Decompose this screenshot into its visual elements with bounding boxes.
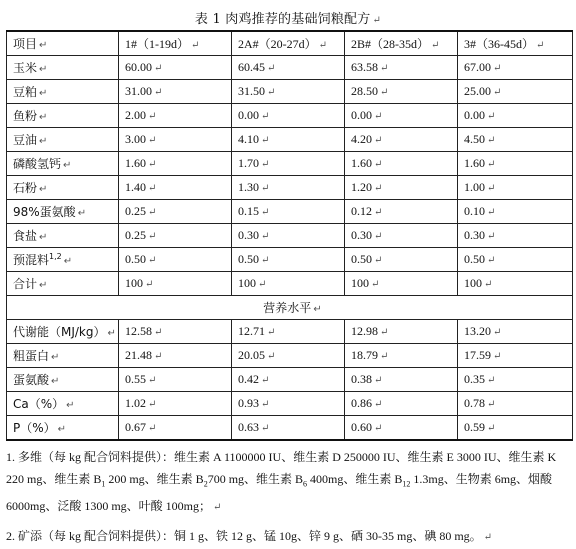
table-cell: [232, 416, 345, 441]
cell-end-mark-icon: ↵: [261, 423, 270, 434]
note-1-subscript: 1: [101, 479, 106, 489]
cell-end-mark-icon: ↵: [374, 111, 383, 122]
table-cell: [119, 56, 232, 80]
note-1-text: 700 mg、维生素 B: [207, 472, 304, 486]
row-label-text: 玉米: [13, 61, 38, 75]
table-cell: [119, 200, 232, 224]
row-label-text: 食盐: [13, 229, 38, 243]
cell-end-mark-icon: ↵: [313, 304, 322, 315]
table-cell-text: 0.10: [464, 204, 485, 218]
column-header-text: 3#（36-45d）: [464, 37, 534, 51]
cell-end-mark-icon: ↵: [77, 208, 87, 219]
cell-end-mark-icon: ↵: [380, 351, 389, 362]
cell-end-mark-icon: ↵: [261, 255, 270, 266]
note-1-text: 220 mg、维生素 B: [6, 472, 102, 486]
cell-end-mark-icon: ↵: [148, 399, 157, 410]
row-label: [7, 248, 119, 272]
table-cell-text: 4.20: [351, 132, 372, 146]
nutrient-row: [7, 368, 573, 392]
note-2-text: 2. 矿添（每 kg 配合饲料提供）：铜 1 g、铁 12 g、锰 10g、锌 9 g、硒 30-35 mg、碘 80 mg。: [6, 529, 482, 544]
table-cell-text: 67.00: [464, 60, 491, 74]
row-label: [7, 152, 119, 176]
cell-end-mark-icon: ↵: [487, 207, 496, 218]
nutrient-row: [7, 416, 573, 441]
table-cell: [345, 80, 458, 104]
table-cell: [458, 128, 573, 152]
table-cell-text: 0.78: [464, 396, 485, 410]
table-notes: [6, 446, 572, 549]
paragraph-mark-icon: ↵: [372, 15, 382, 26]
cell-end-mark-icon: ↵: [66, 400, 75, 411]
row-label-text: P（%）: [13, 421, 56, 435]
cell-end-mark-icon: ↵: [374, 207, 383, 218]
table-cell: [458, 56, 573, 80]
nutrient-row: [7, 344, 573, 368]
cell-end-mark-icon: ↵: [261, 399, 270, 410]
table-cell-text: 100: [464, 276, 482, 290]
table-cell: [232, 320, 345, 344]
cell-end-mark-icon: ↵: [487, 183, 496, 194]
cell-end-mark-icon: ↵: [258, 279, 267, 290]
row-label-text: 豆粕: [13, 85, 38, 99]
table-row: [7, 176, 573, 200]
table-cell: [232, 368, 345, 392]
note-1-subscript: 2: [203, 479, 208, 489]
table-cell-text: 17.59: [464, 348, 491, 362]
cell-end-mark-icon: ↵: [39, 64, 48, 75]
table-cell-text: 0.00: [238, 108, 259, 122]
table-cell: [345, 320, 458, 344]
cell-end-mark-icon: ↵: [148, 231, 157, 242]
column-header-text: 2B#（28-35d）: [351, 37, 430, 51]
row-label: [7, 104, 119, 128]
row-label: [7, 56, 119, 80]
note-1-line-1: 1. 多维（每 kg 配合饲料提供）：维生素 A 1100000 IU、维生素 D 250000 IU、维生素 E 3000 IU、维生素 K: [6, 450, 557, 464]
table-cell: [119, 320, 232, 344]
table-cell: [458, 176, 573, 200]
column-header: [119, 31, 232, 56]
table-row: [7, 272, 573, 296]
table-cell-text: 0.67: [125, 420, 146, 434]
paragraph-mark-icon: ↵: [483, 532, 493, 544]
table-cell: [458, 272, 573, 296]
table-row: [7, 248, 573, 272]
cell-end-mark-icon: ↵: [154, 63, 163, 74]
cell-end-mark-icon: ↵: [431, 40, 440, 51]
table-cell: [458, 368, 573, 392]
section-label-text: 营养水平: [263, 301, 312, 315]
cell-end-mark-icon: ↵: [148, 183, 157, 194]
table-cell: [232, 392, 345, 416]
cell-end-mark-icon: ↵: [487, 231, 496, 242]
table-row: [7, 128, 573, 152]
table-cell-text: 2.00: [125, 108, 146, 122]
cell-end-mark-icon: ↵: [191, 40, 200, 51]
table-cell-text: 0.38: [351, 372, 372, 386]
cell-end-mark-icon: ↵: [487, 399, 496, 410]
row-label-text: 蛋氨酸: [13, 373, 50, 387]
table-cell-text: 12.71: [238, 324, 265, 338]
table-cell-text: 0.50: [464, 252, 485, 266]
note-1-subscript: 6: [303, 479, 308, 489]
table-cell: [345, 104, 458, 128]
cell-end-mark-icon: ↵: [267, 351, 276, 362]
cell-end-mark-icon: ↵: [493, 351, 502, 362]
table-cell: [458, 224, 573, 248]
note-1: [6, 446, 572, 519]
table-cell: [345, 176, 458, 200]
note-1-subscript: 12: [402, 479, 411, 489]
table-cell-text: 0.63: [238, 420, 259, 434]
cell-end-mark-icon: ↵: [39, 184, 48, 195]
cell-end-mark-icon: ↵: [374, 375, 383, 386]
table-cell: [345, 200, 458, 224]
table-cell-text: 0.25: [125, 204, 146, 218]
cell-end-mark-icon: ↵: [148, 159, 157, 170]
table-cell: [232, 224, 345, 248]
note-1-text: 200 mg、维生素 B: [105, 472, 204, 486]
cell-end-mark-icon: ↵: [261, 231, 270, 242]
cell-end-mark-icon: ↵: [39, 136, 48, 147]
table-cell-text: 100: [351, 276, 369, 290]
row-label: [7, 200, 119, 224]
table-cell-text: 31.00: [125, 84, 152, 98]
table-cell-text: 12.98: [351, 324, 378, 338]
paragraph-mark-icon: ↵: [213, 502, 222, 514]
table-cell: [232, 176, 345, 200]
note-1-line-3: 6000mg、泛酸 1300 mg、叶酸 100mg；: [6, 499, 212, 514]
cell-end-mark-icon: ↵: [487, 111, 496, 122]
table-header-row: [7, 31, 573, 56]
feed-formula-table: [6, 30, 572, 441]
nutrient-row: [7, 320, 573, 344]
table-cell: [458, 200, 573, 224]
section-label: [7, 296, 573, 320]
row-label-text: 鱼粉: [13, 109, 38, 123]
table-cell-text: 0.86: [351, 396, 372, 410]
row-label: [7, 176, 119, 200]
footnote-superscript: 1,2: [49, 252, 62, 261]
cell-end-mark-icon: ↵: [63, 256, 73, 267]
table-cell-text: 1.30: [238, 180, 259, 194]
table-cell: [232, 200, 345, 224]
cell-end-mark-icon: ↵: [374, 135, 383, 146]
table-cell-text: 0.30: [238, 228, 259, 242]
row-label: [7, 344, 119, 368]
cell-end-mark-icon: ↵: [371, 279, 380, 290]
cell-end-mark-icon: ↵: [487, 423, 496, 434]
table-cell-text: 100: [238, 276, 256, 290]
cell-end-mark-icon: ↵: [39, 280, 48, 291]
table-cell: [458, 104, 573, 128]
cell-end-mark-icon: ↵: [261, 375, 270, 386]
cell-end-mark-icon: ↵: [487, 159, 496, 170]
section-row: [7, 296, 573, 320]
row-label: [7, 224, 119, 248]
table-cell-text: 1.70: [238, 156, 259, 170]
table-cell-text: 3.00: [125, 132, 146, 146]
nutrient-row: [7, 392, 573, 416]
table-cell: [119, 368, 232, 392]
cell-end-mark-icon: ↵: [487, 255, 496, 266]
cell-end-mark-icon: ↵: [374, 255, 383, 266]
table-cell-text: 0.25: [125, 228, 146, 242]
cell-end-mark-icon: ↵: [374, 159, 383, 170]
cell-end-mark-icon: ↵: [39, 40, 48, 51]
table-cell: [458, 248, 573, 272]
note-1-text: 1.3mg、生物素 6mg、烟酸: [410, 472, 553, 486]
cell-end-mark-icon: ↵: [148, 423, 157, 434]
table-cell: [232, 248, 345, 272]
table-cell: [345, 416, 458, 441]
table-cell-text: 1.20: [351, 180, 372, 194]
table-cell-text: 0.60: [351, 420, 372, 434]
row-label-text: 预混料: [13, 253, 50, 267]
cell-end-mark-icon: ↵: [493, 87, 502, 98]
table-row: [7, 224, 573, 248]
table-cell-text: 0.00: [351, 108, 372, 122]
table-cell: [119, 416, 232, 441]
table-cell: [232, 128, 345, 152]
table-cell-text: 63.58: [351, 60, 378, 74]
cell-end-mark-icon: ↵: [267, 63, 276, 74]
table-cell: [119, 224, 232, 248]
table-cell: [345, 56, 458, 80]
table-caption: [0, 8, 576, 27]
cell-end-mark-icon: ↵: [51, 376, 60, 387]
row-label: [7, 320, 119, 344]
cell-end-mark-icon: ↵: [148, 135, 157, 146]
table-cell-text: 60.00: [125, 60, 152, 74]
row-label: [7, 392, 119, 416]
table-cell-text: 0.00: [464, 108, 485, 122]
cell-end-mark-icon: ↵: [39, 88, 48, 99]
row-label-text: Ca（%）: [13, 397, 65, 411]
table-cell-text: 0.55: [125, 372, 146, 386]
table-cell-text: 0.15: [238, 204, 259, 218]
cell-end-mark-icon: ↵: [267, 327, 276, 338]
note-1-text: 400mg、维生素 B: [307, 472, 403, 486]
cell-end-mark-icon: ↵: [107, 328, 116, 339]
table-cell-text: 1.60: [351, 156, 372, 170]
table-cell: [345, 344, 458, 368]
table-cell-text: 20.05: [238, 348, 265, 362]
cell-end-mark-icon: ↵: [51, 352, 60, 363]
table-cell: [345, 248, 458, 272]
table-cell: [345, 224, 458, 248]
cell-end-mark-icon: ↵: [484, 279, 493, 290]
table-cell-text: 18.79: [351, 348, 378, 362]
cell-end-mark-icon: ↵: [380, 63, 389, 74]
table-cell-text: 4.50: [464, 132, 485, 146]
table-cell: [458, 80, 573, 104]
table-row: [7, 80, 573, 104]
column-header-text: 项目: [13, 37, 38, 51]
row-label-text: 代谢能（MJ/kg）: [13, 325, 106, 339]
table-cell: [119, 104, 232, 128]
cell-end-mark-icon: ↵: [148, 375, 157, 386]
cell-end-mark-icon: ↵: [261, 159, 270, 170]
row-label-text: 石粉: [13, 181, 38, 195]
row-label-text: 98%蛋氨酸: [13, 205, 76, 219]
cell-end-mark-icon: ↵: [536, 40, 545, 51]
column-header: [345, 31, 458, 56]
column-header: [458, 31, 573, 56]
cell-end-mark-icon: ↵: [57, 424, 67, 435]
table-cell: [458, 416, 573, 441]
column-header-text: 1#（1-19d）: [125, 37, 189, 51]
cell-end-mark-icon: ↵: [261, 207, 270, 218]
table-cell-text: 1.40: [125, 180, 146, 194]
table-cell: [119, 392, 232, 416]
cell-end-mark-icon: ↵: [154, 327, 163, 338]
table-cell: [458, 344, 573, 368]
table-cell: [119, 176, 232, 200]
cell-end-mark-icon: ↵: [493, 327, 502, 338]
table-cell: [119, 128, 232, 152]
table-cell-text: 0.30: [351, 228, 372, 242]
table-cell: [232, 152, 345, 176]
table-cell-text: 4.10: [238, 132, 259, 146]
table-cell: [345, 152, 458, 176]
cell-end-mark-icon: ↵: [261, 183, 270, 194]
table-row: [7, 104, 573, 128]
row-label: [7, 128, 119, 152]
table-cell-text: 31.50: [238, 84, 265, 98]
table-cell-text: 0.42: [238, 372, 259, 386]
cell-end-mark-icon: ↵: [63, 160, 72, 171]
table-cell-text: 0.50: [238, 252, 259, 266]
table-cell-text: 0.50: [125, 252, 146, 266]
cell-end-mark-icon: ↵: [148, 255, 157, 266]
cell-end-mark-icon: ↵: [267, 87, 276, 98]
table-cell-text: 100: [125, 276, 143, 290]
table-cell-text: 1.00: [464, 180, 485, 194]
table-cell: [458, 152, 573, 176]
table-cell-text: 0.59: [464, 420, 485, 434]
table-cell-text: 0.93: [238, 396, 259, 410]
row-label: [7, 272, 119, 296]
cell-end-mark-icon: ↵: [154, 87, 163, 98]
row-label: [7, 80, 119, 104]
table-cell: [345, 368, 458, 392]
cell-end-mark-icon: ↵: [374, 423, 383, 434]
cell-end-mark-icon: ↵: [148, 111, 157, 122]
table-cell: [458, 320, 573, 344]
cell-end-mark-icon: ↵: [261, 135, 270, 146]
table-cell-text: 0.50: [351, 252, 372, 266]
table-cell-text: 0.35: [464, 372, 485, 386]
table-row: [7, 200, 573, 224]
note-2: [6, 525, 572, 549]
column-header-text: 2A#（20-27d）: [238, 37, 317, 51]
table-cell: [345, 272, 458, 296]
table-cell-text: 1.02: [125, 396, 146, 410]
formula-table: [6, 30, 573, 441]
cell-end-mark-icon: ↵: [148, 207, 157, 218]
cell-end-mark-icon: ↵: [145, 279, 154, 290]
column-header: [7, 31, 119, 56]
table-cell-text: 1.60: [464, 156, 485, 170]
table-cell-text: 25.00: [464, 84, 491, 98]
cell-end-mark-icon: ↵: [380, 327, 389, 338]
cell-end-mark-icon: ↵: [261, 111, 270, 122]
table-cell: [345, 392, 458, 416]
cell-end-mark-icon: ↵: [493, 63, 502, 74]
table-cell: [232, 344, 345, 368]
table-row: [7, 152, 573, 176]
table-cell: [119, 152, 232, 176]
cell-end-mark-icon: ↵: [318, 40, 328, 51]
table-cell: [232, 272, 345, 296]
table-cell: [232, 104, 345, 128]
table-cell-text: 28.50: [351, 84, 378, 98]
table-cell-text: 0.30: [464, 228, 485, 242]
table-cell: [119, 80, 232, 104]
table-cell: [119, 272, 232, 296]
row-label-text: 磷酸氢钙: [13, 157, 62, 171]
table-cell: [458, 392, 573, 416]
table-cell: [232, 80, 345, 104]
table-cell-text: 21.48: [125, 348, 152, 362]
table-cell: [119, 344, 232, 368]
cell-end-mark-icon: ↵: [374, 399, 383, 410]
column-header: [232, 31, 345, 56]
table-cell-text: 60.45: [238, 60, 265, 74]
table-cell: [232, 56, 345, 80]
table-cell: [119, 248, 232, 272]
table-cell-text: 1.60: [125, 156, 146, 170]
cell-end-mark-icon: ↵: [39, 112, 48, 123]
table-cell-text: 13.20: [464, 324, 491, 338]
table-cell-text: 12.58: [125, 324, 152, 338]
table-cell-text: 0.12: [351, 204, 372, 218]
cell-end-mark-icon: ↵: [380, 87, 389, 98]
table-row: [7, 56, 573, 80]
cell-end-mark-icon: ↵: [374, 183, 383, 194]
row-label-text: 粗蛋白: [13, 349, 50, 363]
cell-end-mark-icon: ↵: [374, 231, 383, 242]
cell-end-mark-icon: ↵: [154, 351, 163, 362]
cell-end-mark-icon: ↵: [487, 375, 496, 386]
cell-end-mark-icon: ↵: [487, 135, 496, 146]
cell-end-mark-icon: ↵: [39, 232, 48, 243]
row-label-text: 豆油: [13, 133, 38, 147]
caption-text: 表 1 肉鸡推荐的基础饲粮配方: [194, 12, 371, 27]
row-label: [7, 368, 119, 392]
row-label-text: 合计: [13, 277, 38, 291]
row-label: [7, 416, 119, 441]
table-cell: [345, 128, 458, 152]
